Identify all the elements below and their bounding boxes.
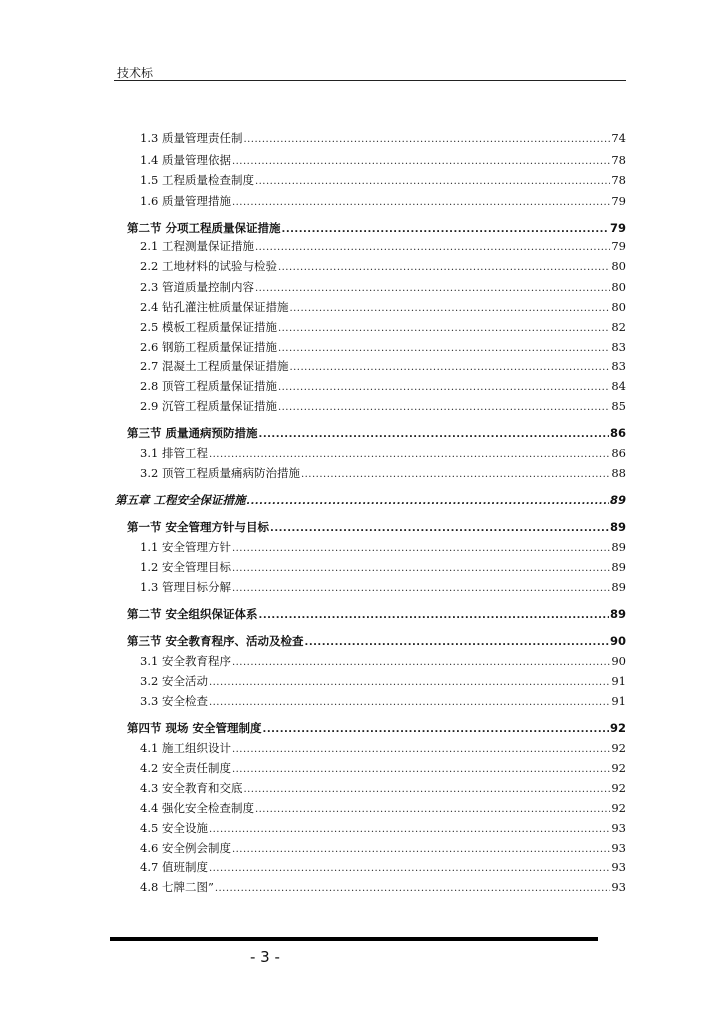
toc-subsection-entry — [140, 780, 626, 798]
toc-entry-label: 2.7 混凝土工程质量保证措施 — [140, 359, 289, 373]
toc-entry-label: 第二节 分项工程质量保证措施 — [127, 221, 281, 235]
toc-entry-page: 89 — [611, 540, 626, 554]
toc-subsection-entry — [140, 319, 626, 337]
toc-dot-leader — [278, 321, 610, 337]
toc-entry-label: 2.4 钻孔灌注桩质量保证措施 — [140, 300, 289, 314]
toc-dot-leader — [232, 154, 610, 170]
toc-section-entry — [127, 606, 626, 624]
toc-entry-page: 85 — [611, 399, 626, 413]
toc-subsection-entry — [140, 693, 626, 711]
toc-entry-label: 4.5 安全设施 — [140, 821, 208, 835]
toc-subsection-entry — [140, 740, 626, 758]
toc-subsection-entry — [140, 673, 626, 691]
toc-dot-leader — [243, 782, 610, 798]
toc-entry-page: 83 — [611, 359, 626, 373]
toc-entry-label: 3.2 顶管工程质量痛病防治措施 — [140, 466, 300, 480]
toc-subsection-entry — [140, 760, 626, 778]
toc-entry-page: 92 — [611, 801, 626, 815]
toc-dot-leader — [259, 427, 609, 443]
toc-entry-label: 2.2 工地材料的试验与检验 — [140, 259, 277, 273]
toc-entry-page: 90 — [609, 634, 626, 648]
toc-entry-page: 86 — [611, 446, 626, 460]
toc-entry-label: 4.7 值班制度 — [140, 860, 208, 874]
toc-dot-leader — [259, 608, 609, 624]
toc-subsection-entry — [140, 879, 626, 897]
toc-entry-label: 2.8 顶管工程质量保证措施 — [140, 379, 277, 393]
toc-subsection-entry — [140, 653, 626, 671]
toc-dot-leader — [232, 742, 610, 758]
toc-dot-leader — [209, 675, 610, 691]
toc-entry-label: 2.9 沉管工程质量保证措施 — [140, 399, 277, 413]
toc-subsection-entry — [140, 559, 626, 577]
toc-dot-leader — [209, 447, 610, 463]
page-header-title: 技术标 — [117, 66, 154, 80]
toc-subsection-entry — [140, 339, 626, 357]
toc-dot-leader — [247, 494, 609, 510]
toc-entry-page: 74 — [611, 131, 626, 145]
toc-entry-label: 3.3 安全检查 — [140, 694, 208, 708]
toc-entry-label: 第三节 安全教育程序、活动及检查 — [127, 634, 304, 648]
toc-entry-page: 89 — [609, 520, 626, 534]
toc-entry-label: 2.3 管道质量控制内容 — [140, 280, 254, 294]
toc-entry-label: 第四节 现场 安全管理制度 — [127, 721, 262, 735]
header-divider — [114, 80, 626, 81]
toc-entry-label: 4.3 安全教育和交底 — [140, 781, 243, 795]
toc-subsection-entry — [140, 258, 626, 276]
toc-entry-label: 4.6 安全例会制度 — [140, 841, 231, 855]
toc-entry-page: 92 — [611, 761, 626, 775]
toc-dot-leader — [215, 881, 611, 897]
toc-dot-leader — [209, 822, 610, 838]
toc-entry-page: 93 — [611, 880, 626, 894]
toc-dot-leader — [270, 521, 609, 537]
toc-entry-page: 92 — [609, 721, 626, 735]
toc-entry-page: 88 — [611, 466, 626, 480]
toc-entry-label: 2.5 模板工程质量保证措施 — [140, 320, 277, 334]
toc-subsection-entry — [140, 800, 626, 818]
toc-entry-page: 89 — [609, 607, 626, 621]
toc-entry-page: 84 — [611, 379, 626, 393]
toc-entry-page: 93 — [611, 821, 626, 835]
toc-dot-leader — [263, 722, 609, 738]
toc-subsection-entry — [140, 398, 626, 416]
toc-dot-leader — [209, 695, 610, 711]
toc-section-entry — [127, 519, 626, 537]
toc-subsection-entry — [140, 358, 626, 376]
toc-entry-label: 2.6 钢筋工程质量保证措施 — [140, 340, 277, 354]
toc-subsection-entry — [140, 445, 626, 463]
toc-entry-page: 80 — [611, 280, 626, 294]
toc-dot-leader — [255, 240, 610, 256]
toc-dot-leader — [232, 195, 610, 211]
toc-subsection-entry — [140, 172, 626, 190]
toc-entry-label: 第三节 质量通病预防措施 — [127, 426, 258, 440]
toc-section-entry — [127, 220, 626, 238]
toc-dot-leader — [232, 655, 610, 671]
toc-entry-page: 80 — [611, 300, 626, 314]
toc-entry-page: 91 — [611, 674, 626, 688]
toc-entry-label: 4.8 七牌二图” — [140, 880, 214, 894]
toc-entry-label: 3.2 安全活动 — [140, 674, 208, 688]
toc-subsection-entry — [140, 130, 626, 148]
toc-entry-page: 79 — [611, 194, 626, 208]
toc-dot-leader — [278, 380, 610, 396]
toc-entry-page: 92 — [611, 781, 626, 795]
toc-entry-label: 4.4 强化安全检查制度 — [140, 801, 254, 815]
toc-entry-page: 92 — [611, 741, 626, 755]
toc-dot-leader — [209, 861, 610, 877]
toc-dot-leader — [289, 360, 610, 376]
toc-subsection-entry — [140, 238, 626, 256]
toc-dot-leader — [282, 222, 609, 238]
toc-subsection-entry — [140, 859, 626, 877]
toc-entry-page: 89 — [611, 580, 626, 594]
toc-entry-page: 79 — [609, 221, 626, 235]
toc-entry-label: 1.2 安全管理目标 — [140, 560, 231, 574]
toc-subsection-entry — [140, 299, 626, 317]
toc-entry-page: 93 — [611, 841, 626, 855]
toc-entry-label: 第二节 安全组织保证体系 — [127, 607, 258, 621]
toc-dot-leader — [255, 281, 610, 297]
toc-entry-page: 79 — [611, 239, 626, 253]
toc-subsection-entry — [140, 539, 626, 557]
toc-dot-leader — [305, 635, 609, 651]
toc-entry-page: 86 — [609, 426, 626, 440]
toc-entry-page: 93 — [611, 860, 626, 874]
toc-entry-page: 80 — [611, 259, 626, 273]
toc-entry-page: 90 — [611, 654, 626, 668]
toc-section-entry — [127, 425, 626, 443]
toc-entry-label: 1.5 工程质量检查制度 — [140, 173, 254, 187]
toc-entry-label: 第五章 工程安全保证措施 — [115, 493, 246, 507]
toc-subsection-entry — [140, 193, 626, 211]
toc-subsection-entry — [140, 378, 626, 396]
toc-dot-leader — [232, 581, 610, 597]
toc-entry-label: 1.6 质量管理措施 — [140, 194, 231, 208]
toc-entry-label: 1.4 质量管理依据 — [140, 153, 231, 167]
toc-entry-label: 1.3 质量管理责任制 — [140, 131, 243, 145]
footer-divider — [110, 937, 598, 941]
toc-dot-leader — [255, 174, 610, 190]
toc-dot-leader — [278, 400, 610, 416]
toc-dot-leader — [232, 762, 610, 778]
toc-dot-leader — [255, 802, 610, 818]
toc-dot-leader — [232, 842, 610, 858]
toc-dot-leader — [278, 260, 610, 276]
toc-dot-leader — [232, 541, 610, 557]
toc-entry-label: 4.1 施工组织设计 — [140, 741, 231, 755]
toc-chapter-entry — [115, 492, 626, 510]
toc-subsection-entry — [140, 465, 626, 483]
toc-subsection-entry — [140, 152, 626, 170]
toc-entry-label: 3.1 安全教育程序 — [140, 654, 231, 668]
toc-entry-page: 83 — [611, 340, 626, 354]
toc-dot-leader — [278, 341, 610, 357]
toc-entry-page: 78 — [611, 153, 626, 167]
toc-subsection-entry — [140, 840, 626, 858]
toc-section-entry — [127, 633, 626, 651]
toc-dot-leader — [232, 561, 610, 577]
toc-entry-page: 91 — [611, 694, 626, 708]
toc-subsection-entry — [140, 279, 626, 297]
toc-entry-page: 78 — [611, 173, 626, 187]
toc-entry-page: 82 — [611, 320, 626, 334]
toc-entry-label: 1.3 管理目标分解 — [140, 580, 231, 594]
toc-dot-leader — [289, 301, 610, 317]
page-number: - 3 - — [250, 948, 280, 966]
toc-dot-leader — [301, 467, 610, 483]
toc-entry-label: 2.1 工程测量保证措施 — [140, 239, 254, 253]
toc-entry-label: 4.2 安全责任制度 — [140, 761, 231, 775]
toc-dot-leader — [243, 132, 610, 148]
toc-entry-label: 第一节 安全管理方针与目标 — [127, 520, 270, 534]
toc-entry-page: 89 — [611, 560, 626, 574]
toc-entry-label: 3.1 排管工程 — [140, 446, 208, 460]
toc-section-entry — [127, 720, 626, 738]
toc-entry-page: 89 — [609, 493, 626, 507]
toc-entry-label: 1.1 安全管理方针 — [140, 540, 231, 554]
toc-subsection-entry — [140, 579, 626, 597]
toc-subsection-entry — [140, 820, 626, 838]
